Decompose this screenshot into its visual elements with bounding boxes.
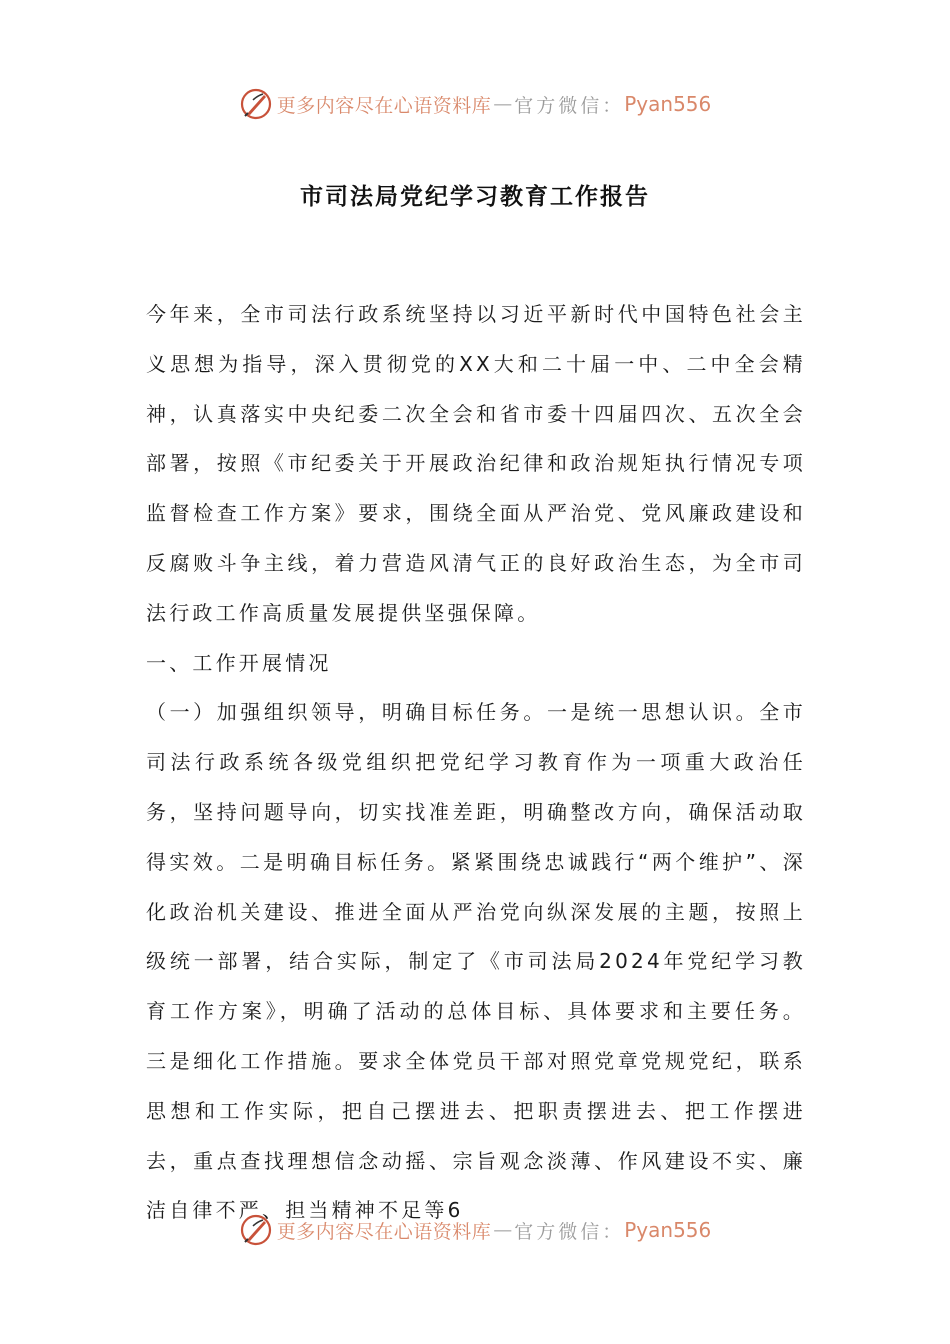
document-body (146, 290, 806, 1236)
watermark-wechat-id: Pyan556 (624, 1218, 712, 1242)
watermark-banner-top (0, 82, 950, 126)
watermark-wechat-label: 官方微信： (514, 94, 625, 117)
watermark-wechat-label: 官方微信： (514, 1220, 625, 1243)
paragraph-section-1: （一）加强组织领导，明确目标任务。一是统一思想认识。全市司法行政系统各级党组织把党纪学习教育作为一项重大政治任务，坚持问题导向，切实找准差距，明确整改方向，确保活动取得实效。二是明确目标任务。紧紧围绕忠诚践行“两个维护”、深化政治机关建设、推进全面从严治党向纵深发展的主题，按照上级统一部署，结合实际，制定了《市司法局2024年党纪学习教育工作方案》，明确了活动的总体目标、具体要求和主要任务。三是细化工作措施。要求全体党员干部对照党章党规党纪，联系思想和工作实际，把自己摆进去、把职责摆进去、把工作摆进去，重点查找理想信念动摇、宗旨观念淡薄、作风建设不实、廉洁自律不严、担当精神不足等6 (146, 700, 806, 1223)
document-title: 市司法局党纪学习教育工作报告 (300, 184, 650, 210)
watermark-slogan: 更多内容尽在心语资料库 (276, 94, 492, 117)
watermark-wechat-id: Pyan556 (624, 92, 712, 116)
watermark-banner-bottom (0, 1208, 950, 1252)
section-heading: 一、工作开展情况 (146, 650, 332, 675)
watermark-slogan: 更多内容尽在心语资料库 (276, 1220, 492, 1243)
quill-pen-circle-icon (239, 1213, 273, 1247)
paragraph-intro: 今年来，全市司法行政系统坚持以习近平新时代中国特色社会主义思想为指导，深入贯彻党的XX大和二十届一中、二中全会精神，认真落实中央纪委二次全会和省市委十四届四次、五次全会部署，按照《市纪委关于开展政治纪律和政治规矩执行情况专项监督检查工作方案》要求，围绕全面从严治党、党风廉政建设和反腐败斗争主线，着力营造风清气正的良好政治生态，为全市司法行政工作高质量发展提供坚强保障。 (146, 302, 806, 625)
watermark-dash: — (493, 93, 513, 115)
watermark-dash: — (493, 1219, 513, 1241)
quill-pen-circle-icon (239, 87, 273, 121)
